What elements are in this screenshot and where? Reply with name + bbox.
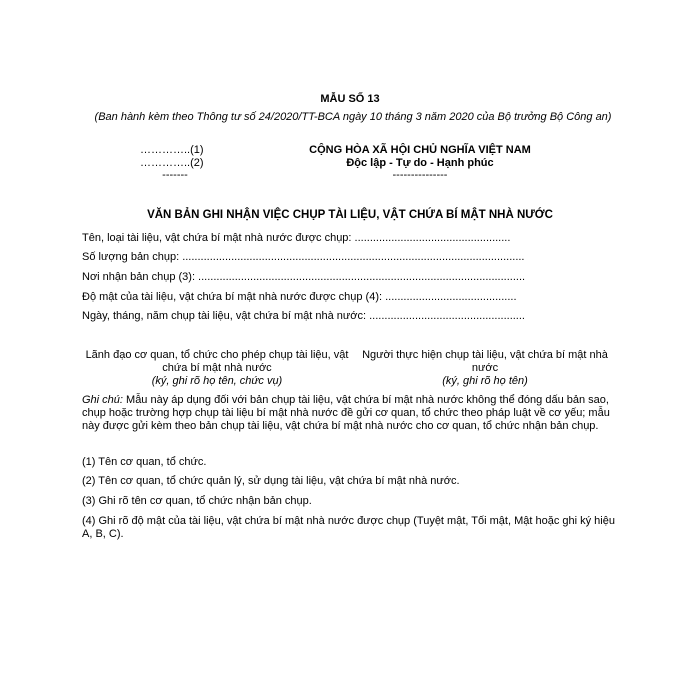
motto-separator: --------------- [392, 169, 448, 181]
notes-label: Ghi chú: [82, 394, 123, 406]
note-item-1: (1) Tên cơ quan, tổ chức. [82, 456, 207, 468]
issuer-separator: ------- [162, 169, 188, 181]
signature-leader-note: (ký, ghi rõ họ tên, chức vụ) [151, 375, 283, 387]
document-title: VĂN BẢN GHI NHẬN VIỆC CHỤP TÀI LIỆU, VẬT CHỨA BÍ MẬT NHÀ NƯỚC [147, 209, 553, 221]
field-recipient: Nơi nhận bản chụp (3): ........................................................................................................... [82, 271, 526, 283]
signature-block-performer [350, 349, 620, 388]
notes-text: Mẫu này áp dụng đối với bản chụp tài liệu, vật chứa bí mật nhà nước không thể đóng dấu bản sao, chụp hoặc trường hợp chụp tài liệu bí mật nhà nước đề gửi cơ quan, tổ chức theo pháp luật về cơ yếu; mẫu này được gửi kèm theo bản chụp tài liệu, vật chứa bí mật nhà nước cho cơ quan, tổ chức nhận bản chụp. [82, 394, 610, 432]
signature-leader-title: Lãnh đạo cơ quan, tổ chức cho phép chụp tài liệu, vật chứa bí mật nhà nước [85, 349, 349, 374]
field-secrecy-level: Độ mật của tài liệu, vật chứa bí mật nhà nước được chụp (4): ........................................... [82, 291, 517, 303]
field-date: Ngày, tháng, năm chụp tài liệu, vật chứa bí mật nhà nước: ................................................... [82, 310, 525, 322]
issued-by-note: (Ban hành kèm theo Thông tư số 24/2020/TT-BCA ngày 10 tháng 3 năm 2020 của Bộ trưởng Bộ Công an) [94, 111, 612, 123]
note-item-3: (3) Ghi rõ tên cơ quan, tổ chức nhận bản chụp. [82, 495, 312, 507]
signature-block-leader [82, 349, 352, 388]
note-item-4: (4) Ghi rõ độ mật của tài liệu, vật chứa bí mật nhà nước được chụp (Tuyệt mật, Tối mật, Mật hoặc ghi ký hiệu A, B, C). [82, 515, 615, 540]
form-number: MẪU SỐ 13 [320, 93, 380, 105]
nation-name: CỘNG HÒA XÃ HỘI CHỦ NGHĨA VIỆT NAM [309, 144, 531, 156]
notes-paragraph [82, 394, 622, 433]
field-copy-count: Số lượng bản chụp: ................................................................................................................ [82, 251, 525, 263]
signature-performer-title: Người thực hiện chụp tài liệu, vật chứa bí mật nhà nước [362, 349, 608, 374]
field-document-name: Tên, loại tài liệu, vật chứa bí mật nhà nước được chụp: ................................................... [82, 232, 511, 244]
signature-performer-note: (ký, ghi rõ họ tên) [442, 375, 528, 387]
issuer-line-2: …………..(2) [140, 157, 204, 169]
motto: Độc lập - Tự do - Hạnh phúc [346, 157, 494, 169]
issuer-line-1: …………..(1) [140, 144, 204, 156]
note-item-2: (2) Tên cơ quan, tổ chức quản lý, sử dụng tài liệu, vật chứa bí mật nhà nước. [82, 475, 460, 487]
